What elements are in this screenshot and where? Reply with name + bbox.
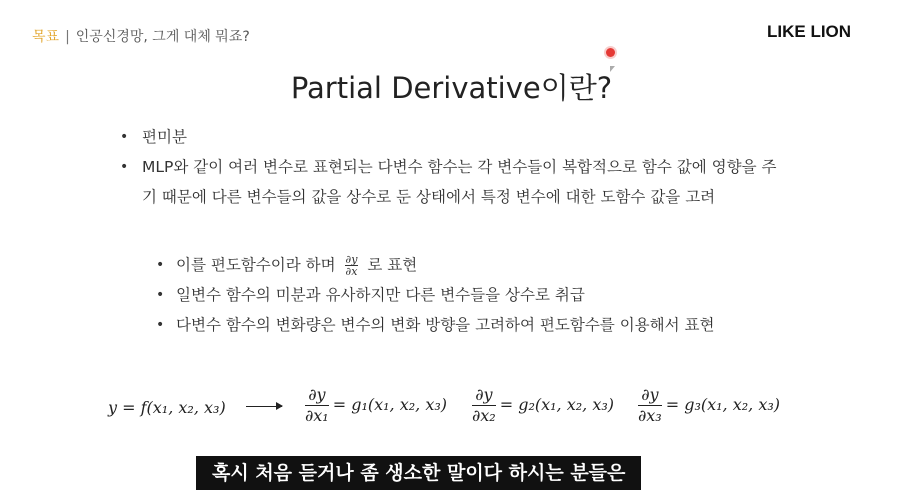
slide-title: Partial Derivative이란? — [290, 71, 613, 105]
partial-fraction — [472, 385, 496, 426]
bullet-item: • 편미분 — [118, 122, 778, 152]
equation-rhs: = g₁(x₁, x₂, x₃) — [332, 395, 448, 414]
bullet-item: • MLP와 같이 여러 변수로 표현되는 다변수 함수는 각 변수들이 복합적으로 함수 값에 영향을 주기 때문에 다른 변수들의 값을 상수로 둔 상태에서 특정 변수에 대한 도함수 값을 고려 — [118, 152, 778, 212]
sub-bullet-list — [154, 250, 794, 340]
equation-lhs: y = f(x₁, x₂, x₃) — [108, 398, 226, 417]
fraction-numerator: ∂y — [638, 385, 662, 406]
partial-fraction — [345, 254, 359, 277]
partial-equation-3 — [638, 385, 780, 426]
header-topic: 인공신경망, 그게 대체 뭐죠? — [75, 29, 250, 45]
main-bullet-list — [118, 122, 778, 212]
sub-bullet-item: • 다변수 함수의 변화량은 변수의 변화 방향을 고려하여 편도함수를 이용해서 표현 — [154, 310, 794, 340]
sub-bullet-item — [154, 250, 794, 280]
arrow-right-icon — [246, 406, 282, 407]
partial-equation-2 — [472, 385, 614, 426]
header-separator: | — [65, 29, 70, 45]
video-subtitle: 혹시 처음 듣거나 좀 생소한 말이다 하시는 분들은 — [196, 456, 641, 490]
fraction-numerator: ∂y — [472, 385, 496, 406]
sub-bullet-item: • 일변수 함수의 미분과 유사하지만 다른 변수들을 상수로 취급 — [154, 280, 794, 310]
recording-dot-icon — [606, 48, 615, 57]
fraction-denominator: ∂x — [345, 265, 358, 278]
fraction-denominator: ∂x₃ — [638, 406, 662, 425]
partial-fraction — [305, 385, 329, 426]
sub-bullet-text: 이를 편도함수이라 하며 — [176, 256, 336, 274]
fraction-numerator: ∂y — [305, 385, 329, 406]
sub-bullet-text: 로 표현 — [367, 256, 418, 274]
partial-equation-1 — [305, 385, 447, 426]
equation-rhs: = g₂(x₁, x₂, x₃) — [499, 395, 615, 414]
partial-fraction — [638, 385, 662, 426]
equation-rhs: = g₃(x₁, x₂, x₃) — [665, 395, 781, 414]
slide-header — [32, 26, 250, 46]
fraction-denominator: ∂x₂ — [472, 406, 496, 425]
likelion-logo: LIKE LION — [767, 22, 852, 41]
fraction-numerator: ∂y — [345, 253, 358, 266]
goal-label: 목표 — [32, 29, 60, 45]
fraction-denominator: ∂x₁ — [305, 406, 329, 425]
